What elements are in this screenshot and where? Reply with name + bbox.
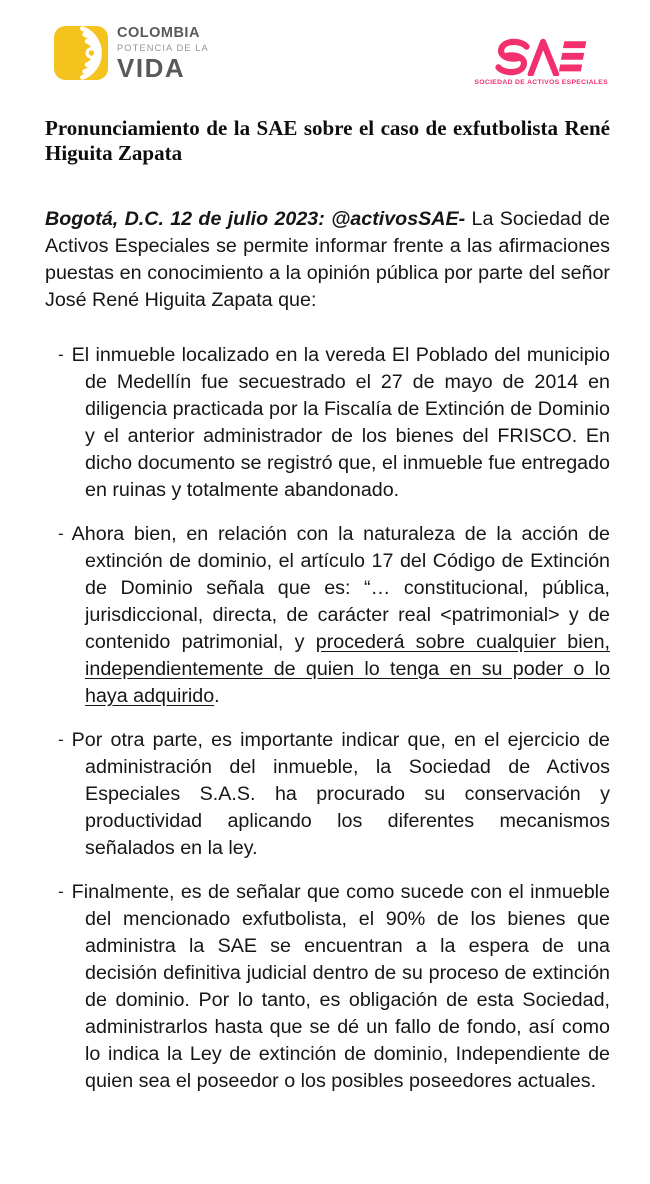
- colombia-logo-text: [117, 26, 209, 81]
- sae-logo-icon: [495, 38, 587, 76]
- colombia-sound-waves-icon: [54, 26, 108, 80]
- bullet-text-post: .: [214, 685, 220, 707]
- bullet-dash: -: [58, 345, 64, 364]
- sae-logo-caption: SOCIEDAD DE ACTIVOS ESPECIALES: [474, 79, 608, 86]
- colombia-logo-line3: VIDA: [117, 52, 186, 83]
- bullet-paragraph: [45, 726, 610, 862]
- bullet-dash: -: [58, 730, 64, 749]
- bullet-text: El inmueble localizado en la vereda El Poblado del municipio de Medellín fue secuestrado el 27 de mayo de 2014 en diligencia practicada por la Fiscalía de Extinción de Dominio y el anterior administrador de los bienes del FRISCO. En dicho documento se registró que, el inmueble fue entregado en ruinas y totalmente abandonado.: [71, 344, 610, 501]
- intro-paragraph: [45, 206, 610, 314]
- colombia-gov-logo: [54, 26, 209, 81]
- bullet-text-pre: Ahora bien, en relación con la naturaleza de la acción de extinción de dominio, el artículo 17 del Código de Extinción de Dominio señala que es: “… constitucional, pública, jurisdiccional, directa, de carácter real <patrimonial> y de contenido patrimonial, y: [71, 523, 610, 653]
- bullet-paragraph: [45, 878, 610, 1095]
- bullet-dash: -: [58, 882, 64, 901]
- dateline-handle: Bogotá, D.C. 12 de julio 2023: @activosSAE-: [45, 208, 466, 230]
- bullet-text: Por otra parte, es importante indicar que, en el ejercicio de administración del inmueble, la Sociedad de Activos Especiales S.A.S. ha procurado su conservación y productividad aplicando los diferentes mecanismos señalados en la ley.: [71, 729, 610, 859]
- bullet-paragraph: [45, 520, 610, 710]
- sae-logo: [474, 38, 608, 86]
- page-title: Pronunciamiento de la SAE sobre el caso de exfutbolista René Higuita Zapata: [45, 116, 610, 165]
- bullet-text-underlined: procederá sobre cualquier bien, independientemente de quien lo tenga en su poder o lo haya adquirido: [85, 631, 610, 707]
- bullet-item-naturaleza-accion: [45, 520, 610, 710]
- colombia-logo-line1: COLOMBIA: [117, 25, 200, 41]
- header: [45, 26, 610, 102]
- colombia-logo-line2: POTENCIA DE LA: [117, 42, 209, 53]
- bullet-list: [45, 341, 610, 1095]
- intro-text: La Sociedad de Activos Especiales se permite informar frente a las afirmaciones puestas en conocimiento a la opinión pública por parte del señor José René Higuita Zapata que:: [45, 208, 610, 311]
- bullet-dash: -: [58, 524, 64, 543]
- bullet-paragraph: [45, 341, 610, 504]
- bullet-text: Finalmente, es de señalar que como sucede con el inmueble del mencionado exfutbolista, el 90% de los bienes que administra la SAE se encuentran a la espera de una decisión definitiva judicial dentro de su proceso de extinción de dominio. Por lo tanto, es obligación de esta Sociedad, administrarlos hasta que se dé un fallo de fondo, así como lo indica la Ley de extinción de dominio, Independiente de quien sea el poseedor o los posibles poseedores actuales.: [71, 881, 610, 1092]
- bullet-item-inmueble: [45, 341, 610, 504]
- bullet-item-finalmente: [45, 878, 610, 1095]
- bullet-item-administracion: [45, 726, 610, 862]
